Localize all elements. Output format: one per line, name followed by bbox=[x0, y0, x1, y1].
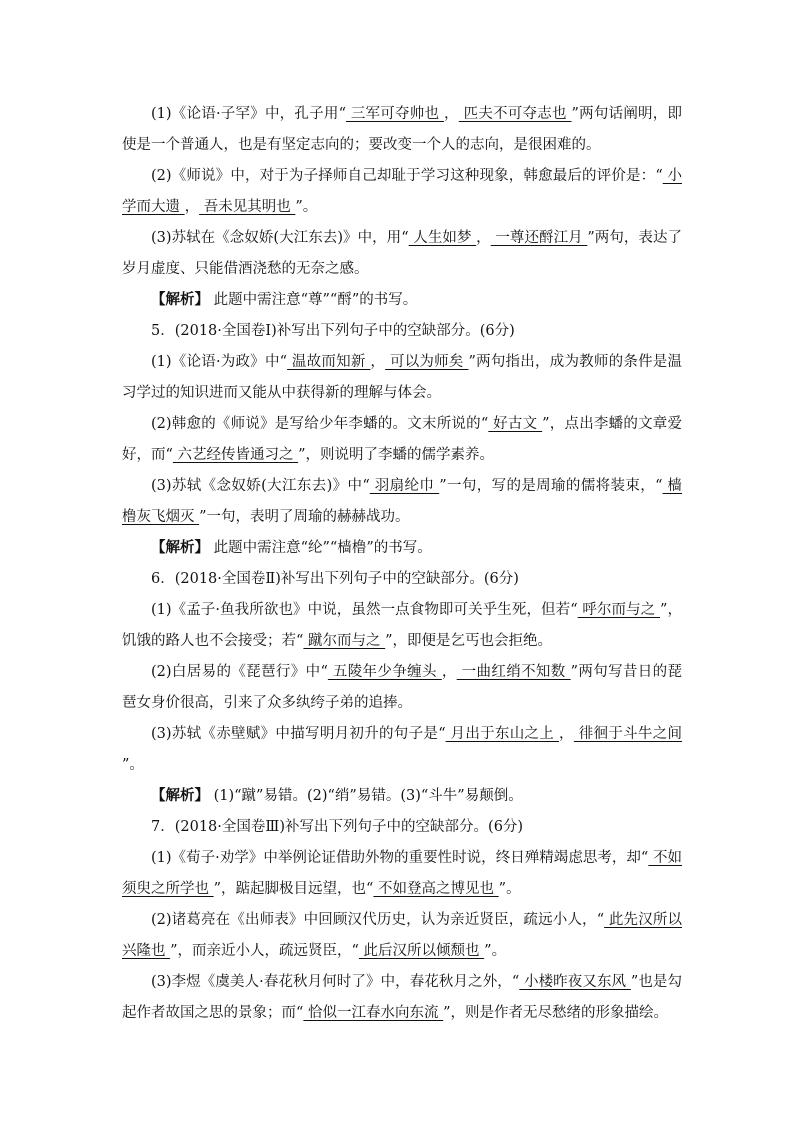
text-segment: (2)白居易的《琵琶行》中“ bbox=[151, 664, 328, 680]
text-segment: ”。 bbox=[122, 757, 144, 773]
text-segment: ”一句，表明了周瑜的赫赫战功。 bbox=[199, 509, 410, 525]
text-segment: ”，即便是乞丐也会拒绝。 bbox=[385, 633, 553, 649]
answer-blank: 温故而知新 bbox=[287, 354, 371, 370]
answer-blank: 此先汉所以兴隆也 bbox=[122, 912, 683, 959]
answer-blank: 此后汉所以倾颓也 bbox=[358, 943, 485, 959]
text-segment: (1)《论语·为政》中“ bbox=[151, 354, 288, 370]
text-segment: ”一句，写的是周瑜的儒将装束，“ bbox=[439, 478, 663, 494]
paragraph bbox=[122, 99, 682, 161]
answer-blank: 匹夫不可夺志也 bbox=[458, 106, 572, 122]
analysis-label: 【解析】 bbox=[151, 292, 209, 308]
answer-blank: 三军可夺帅也 bbox=[346, 106, 445, 122]
paragraph bbox=[122, 967, 682, 1029]
text-segment: 5．(2018·全国卷Ⅰ)补写出下列句子中的空缺部分。(6分) bbox=[151, 323, 515, 339]
paragraph bbox=[122, 905, 682, 967]
text-segment: ”也是勾起作者故国之思的景象；而“ bbox=[122, 974, 683, 1021]
text-segment: (2)诸葛亮在《出师表》中回顾汉代历史，认为亲近贤臣，疏远小人，“ bbox=[151, 912, 605, 928]
text-segment: (1)《论语·子罕》中，孔子用“ bbox=[151, 106, 346, 122]
answer-blank: 一尊还酹江月 bbox=[490, 230, 588, 246]
text-segment: ”两句写昔日的琵琶女身价很高，引来了众多纨绔子弟的追捧。 bbox=[122, 664, 683, 711]
answer-blank: 五陵年少争缠头 bbox=[327, 664, 442, 680]
text-segment: ， bbox=[370, 354, 386, 370]
text-segment: 此题中需注意“纶”“樯橹”的书写。 bbox=[209, 540, 432, 556]
answer-blank: 樯橹灰飞烟灭 bbox=[122, 478, 683, 525]
text-segment: ”，则是作者无尽愁绪的形象描绘。 bbox=[443, 1005, 669, 1021]
text-segment: ”。 bbox=[484, 943, 507, 959]
paragraph bbox=[122, 347, 682, 409]
text-segment: ”，饥饿的路人也不会接受；若“ bbox=[122, 602, 683, 649]
answer-blank: 不如须臾之所学也 bbox=[122, 850, 682, 897]
text-segment: ”，踮起脚极目远望，也“ bbox=[213, 881, 374, 897]
answer-blank: 蹴尔而与之 bbox=[303, 633, 386, 649]
answer-blank: 吾未见其明也 bbox=[199, 199, 296, 215]
paragraph bbox=[122, 719, 682, 781]
text-segment: ， bbox=[476, 230, 491, 246]
text-segment: ”，而亲近小人，疏远贤臣，“ bbox=[170, 943, 359, 959]
text-segment: ， bbox=[184, 199, 200, 215]
answer-blank: 小学而大遗 bbox=[122, 168, 682, 215]
text-segment: (2)《师说》中，对于为子择师自己却耻于学习这种现象，韩愈最后的评价是：“ bbox=[151, 168, 663, 184]
text-segment: ”两句话阐明，即使是一个普通人，也是有坚定志向的；要改变一个人的志向，是很困难的。 bbox=[122, 106, 683, 153]
text-segment: ”，则说明了李蟠的儒学素养。 bbox=[298, 447, 495, 463]
answer-blank: 六艺经传皆通习之 bbox=[172, 447, 299, 463]
answer-blank: 小楼昨夜又东风 bbox=[519, 974, 631, 990]
text-segment: (2)韩愈的《师说》是写给少年李蟠的。文末所说的“ bbox=[151, 416, 489, 432]
analysis-label: 【解析】 bbox=[151, 788, 209, 804]
text-segment: ， bbox=[559, 726, 574, 742]
paragraph bbox=[122, 564, 682, 595]
paragraph bbox=[122, 471, 682, 533]
paragraph bbox=[122, 843, 682, 905]
answer-blank: 可以为师矣 bbox=[385, 354, 469, 370]
text-segment: (1)《荀子·劝学》中举例论证借助外物的重要性时说，终日殚精竭虑思考，却“ bbox=[151, 850, 649, 866]
text-segment: ”两句指出，成为教师的条件是温习学过的知识进而又能从中获得新的理解与体会。 bbox=[122, 354, 683, 401]
text-segment: ”。 bbox=[295, 199, 318, 215]
text-segment: ”，点出李蟠的文章爱好，而“ bbox=[122, 416, 683, 463]
paragraph bbox=[122, 161, 682, 223]
paragraph bbox=[122, 595, 682, 657]
text-segment: (1)《孟子·鱼我所欲也》中说，虽然一点食物即可关乎生死，但若“ bbox=[151, 602, 578, 618]
text-segment: (1)“蹴”易错。(2)“绡”易错。(3)“斗牛”易颠倒。 bbox=[209, 788, 523, 804]
paragraph bbox=[122, 781, 682, 812]
text-segment: ”。 bbox=[498, 881, 521, 897]
text-segment: 此题中需注意“尊”“酹”的书写。 bbox=[209, 292, 418, 308]
answer-blank: 不如登高之博见也 bbox=[373, 881, 499, 897]
text-segment: ， bbox=[441, 664, 457, 680]
paragraph bbox=[122, 285, 682, 316]
answer-blank: 月出于东山之上 bbox=[445, 726, 560, 742]
paragraph bbox=[122, 409, 682, 471]
text-segment: 7．(2018·全国卷Ⅲ)补写出下列句子中的空缺部分。(6分) bbox=[151, 819, 524, 835]
paragraph bbox=[122, 223, 682, 285]
paragraph bbox=[122, 533, 682, 564]
analysis-label: 【解析】 bbox=[151, 540, 209, 556]
answer-blank: 好古文 bbox=[488, 416, 543, 432]
answer-blank: 恰似一江春水向东流 bbox=[303, 1005, 444, 1021]
text-segment: ， bbox=[444, 106, 459, 122]
text-segment: (3)苏轼《赤壁赋》中描写明月初升的句子是“ bbox=[151, 726, 446, 742]
answer-blank: 徘徊于斗牛之间 bbox=[573, 726, 683, 742]
text-segment: (3)李煜《虞美人·春花秋月何时了》中，春花秋月之外，“ bbox=[151, 974, 520, 990]
text-segment: (3)苏轼《念奴娇(大江东去)》中“ bbox=[151, 478, 370, 494]
text-segment: (3)苏轼在《念奴娇(大江东去)》中，用“ bbox=[151, 230, 409, 246]
text-segment: 6．(2018·全国卷Ⅱ)补写出下列句子中的空缺部分。(6分) bbox=[151, 571, 519, 587]
answer-blank: 一曲红绡不知数 bbox=[456, 664, 571, 680]
text-segment: ”两句，表达了岁月虚度、只能借酒浇愁的无奈之感。 bbox=[122, 230, 683, 277]
paragraph bbox=[122, 316, 682, 347]
answer-blank: 人生如梦 bbox=[408, 230, 477, 246]
paragraph bbox=[122, 812, 682, 843]
answer-blank: 呼尔而与之 bbox=[577, 602, 660, 618]
answer-blank: 羽扇纶巾 bbox=[369, 478, 440, 494]
paragraph bbox=[122, 657, 682, 719]
